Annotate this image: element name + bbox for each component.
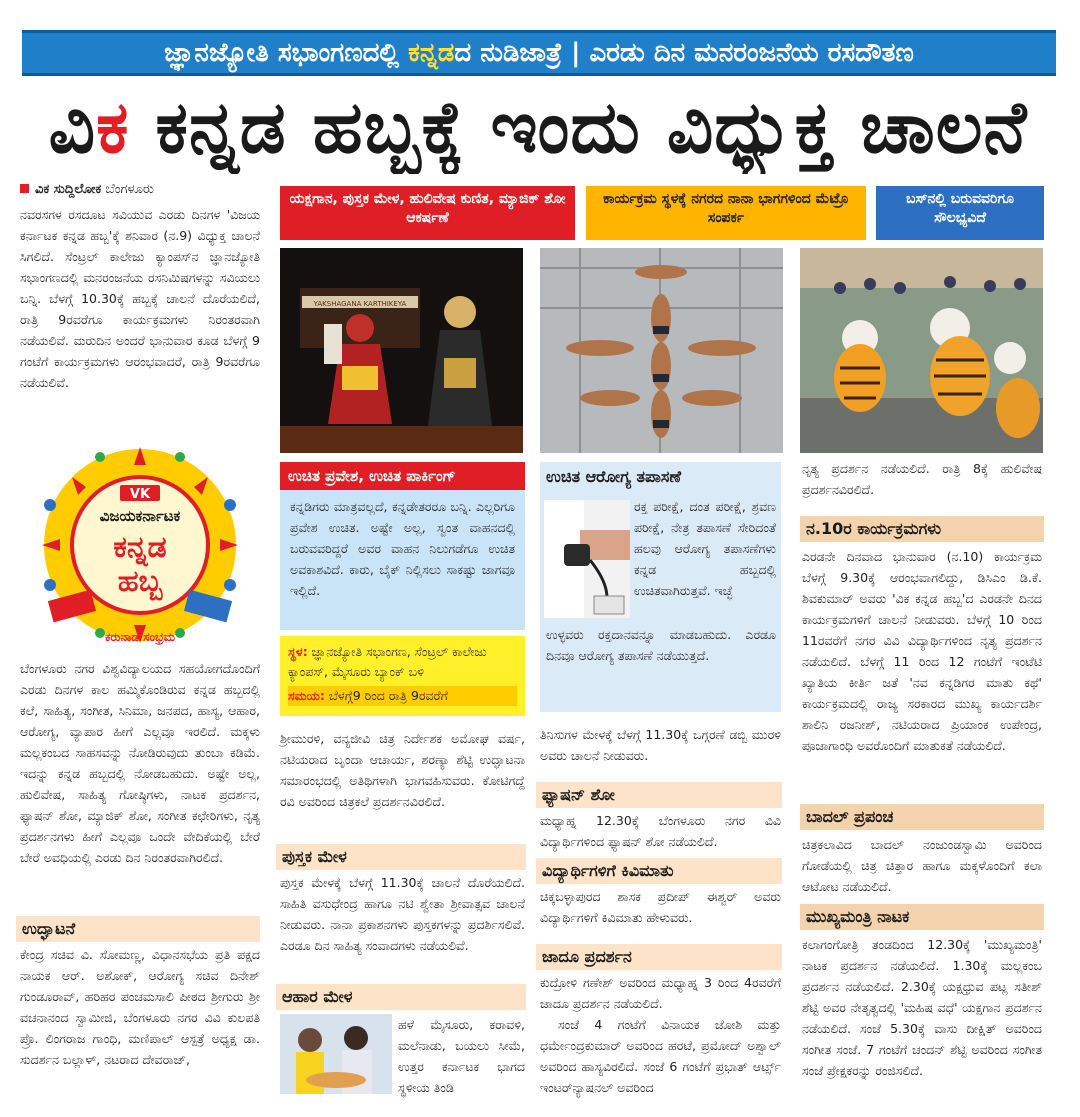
banner-highlight: ಕನ್ನಡ <box>408 38 455 68</box>
col1-intro <box>20 204 260 393</box>
time-row <box>288 686 517 706</box>
inauguration-heading: ಉದ್ಘಾಟನೆ <box>16 916 260 942</box>
banner-text-1: ಜ್ಞಾನಜ್ಯೋತಿ ಸಭಾಂಗಣದಲ್ಲಿ <box>164 38 409 68</box>
col3-advice <box>540 886 781 928</box>
venue-box <box>280 636 525 716</box>
col3-fashion <box>540 810 781 852</box>
yakshagana-banner-text: YAKSHAGANA KARTHIKEYA <box>313 300 407 308</box>
venue-text: ಜ್ಞಾನಜ್ಯೋತಿ ಸಭಾಂಗಣ, ಸೆಂಟ್ರಲ್ ಕಾಲೇಜು ಕ್ಯಾಂಪಸ್, ಮೈಸೂರು ಬ್ಯಾಂಕ್ ಬಳಿ <box>288 644 487 679</box>
top-banner <box>22 30 1056 76</box>
magic-show-heading: ಜಾದೂ ಪ್ರದರ್ಶನ <box>536 944 782 970</box>
col1-paragraph-1: ನವರಸಗಳ ರಸದೂಟ ಸವಿಯುವ ಎರಡು ದಿನಗಳ 'ವಿಜಯ ಕರ್ನಾಟಕ ಕನ್ನಡ ಹಬ್ಬ'ಕ್ಕೆ ಶನಿವಾರ (ನ.9) ವಿಧ್ಯುಕ್ತ ಚಾಲನೆ ಸಿಗಲಿದೆ. ಸೆಂಟ್ರಲ್ ಕಾಲೇಜು ಕ್ಯಾಂಪಸ್‌ನ ಜ್ಞಾನಜ್ಯೋತಿ ಸಭಾಂಗಣದಲ್ಲಿ ಮನರಂಜನೆಯ ರಸನಿಮಿಷಗಳನ್ನು ಸವಿಯಲು ಬನ್ನಿ. ಬೆಳಗ್ಗೆ 10.30ಕ್ಕೆ ಹಬ್ಬಕ್ಕೆ ಚಾಲನೆ ದೊರೆಯಲಿದೆ, ರಾತ್ರಿ 9ರವರೆಗೂ ಕಾರ್ಯಕ್ರಮಗಳು ನಿರಂತರವಾಗಿ ನಡೆಯಲಿವೆ. ಮರುದಿನ ಅಂದರೆ ಭಾನುವಾರ ಕೂಡ ಬೆಳಗ್ಗೆ 9 ಗಂಟೆಗೆ ಕಾರ್ಯಕ್ರಮಗಳು ಆರಂಭವಾದರೆ, ರಾತ್ರಿ 9ರವರೆಗೂ ನಡೆಯಲಿವೆ. <box>20 207 260 390</box>
col1-paragraph-3: ಕೇಂದ್ರ ಸಚಿವ ವಿ. ಸೋಮಣ್ಣ, ವಿಧಾನಸಭೆಯ ಪ್ರತಿ ಪಕ್ಷದ ನಾಯಕ ಆರ್. ಅಶೋಕ್, ಆರೋಗ್ಯ ಸಚಿವ ದಿನೇಶ್ ಗುಂಡೂರಾವ್, ಹರಿಹರ ಪಂಚಮಸಾಲಿ ಪೀಠದ ಶ್ರೀಗುರು ಶ್ರೀ ವಚನಾನಂದ ಸ್ವಾಮೀಜಿ, ಬೆಂಗಳೂರು ನಗರ ವಿವಿ ಕುಲಪತಿ ಪ್ರೊ. ಲಿಂಗರಾಜ ಗಾಂಧಿ, ಮಣಿಪಾಲ್ ಆಸ್ಪತ್ರೆ ಅಧ್ಯಕ್ಷ ಡಾ. ಸುದರ್ಶನ ಬಲ್ಲಾಳ್, ನಟರಾದ ದೇವರಾಜ್, <box>20 947 260 1067</box>
nov10-heading: ನ.10ರ ಕಾರ್ಯಕ್ರಮಗಳು <box>800 516 1044 542</box>
col1-body <box>20 658 260 868</box>
logo-tagline: ಕರುನಾಡ ಸಂಭ್ರಮ <box>104 630 176 644</box>
book-fair-heading: ಪುಸ್ತಕ ಮೇಳ <box>276 844 526 870</box>
student-advice-heading: ವಿದ್ಯಾರ್ಥಿಗಳಿಗೆ ಕಿವಿಮಾತು <box>536 858 782 884</box>
col3-paragraph-1: ತಿನಿಸುಗಳ ಮೇಳಕ್ಕೆ ಬೆಳಗ್ಗೆ 11.30ಕ್ಕೆ ಒಗ್ಗರಣೆ ಡಬ್ಬಿ ಮುರಳಿ ಅವರು ಚಾಲನೆ ನೀಡುವರು. <box>540 727 781 763</box>
health-check-text-2: ಉಳ್ಳವರು ರಕ್ತದಾನವನ್ನೂ ಮಾಡಬಹುದು. ಎರಡೂ ದಿನವೂ ಆರೋಗ್ಯ ತಪಾಸಣೆ ನಡೆಯುತ್ತದೆ. <box>546 627 776 663</box>
cm-play-heading: ಮುಖ್ಯಮಂತ್ರಿ ನಾಟಕ <box>800 904 1044 930</box>
yakshagana-photo <box>280 248 523 453</box>
byline-city: ಬೆಂಗಳೂರು <box>101 182 154 197</box>
col2-paragraph-2: ಪುಸ್ತಕ ಮೇಳಕ್ಕೆ ಬೆಳಗ್ಗೆ 11.30ಕ್ಕೆ ಚಾಲನೆ ದೊರೆಯಲಿದೆ. ಸಾಹಿತಿ ವಸುಧೇಂದ್ರ ಹಾಗೂ ನಟಿ ಶ್ವೇತಾ ಶ್ರೀವಾತ್ಸವ ಚಾಲನೆ ನೀಡುವರು. ನಾನಾ ಪ್ರಕಾಶನಗಳು ಪುಸ್ತಕಗಳನ್ನು ಪ್ರದರ್ಶಿಸಲಿವೆ. ಎರಡೂ ದಿನ ಸಾಹಿತ್ಯ ಸಂವಾದಗಳು ನಡೆಯಲಿವೆ. <box>280 875 525 953</box>
col3-paragraph-3: ಚಿಕ್ಕಬಳ್ಳಾಪುರದ ಶಾಸಕ ಪ್ರದೀಪ್ ಈಶ್ವರ್ ಅವರು ವಿದ್ಯಾರ್ಥಿಗಳಿಗೆ ಕಿವಿಮಾತು ಹೇಳುವರು. <box>540 889 781 925</box>
byline <box>20 182 154 197</box>
col4-paragraph-3: ಚಿತ್ರಕಲಾವಿದ ಬಾದಲ್ ನಂಜುಂಡಸ್ವಾಮಿ ಅವರಿಂದ ಗೋಡೆಯಲ್ಲಿ ಚಿತ್ರ ಚಿತ್ತಾರ ಹಾಗೂ ಮಕ್ಕಳೊಂದಿಗೆ ಕಲಾ ಆಟೋಟ ನಡೆಯಲಿದೆ. <box>802 837 1042 894</box>
health-check-photo <box>544 500 630 618</box>
byline-source: ವಿಕ ಸುದ್ದಿಲೋಕ <box>35 182 102 197</box>
highlight-box-3: ಬಸ್‌ನಲ್ಲಿ ಬರುವವರಿಗೂ ಸೌಲಭ್ಯವಿದೆ <box>876 186 1044 240</box>
health-check-box <box>540 492 781 712</box>
col4-cm-play <box>802 934 1042 1081</box>
health-check-text-1: ರಕ್ತ ಪರೀಕ್ಷೆ, ದಂತ ಪರೀಕ್ಷೆ, ಶ್ರವಣ ಪರೀಕ್ಷೆ, ನೇತ್ರ ತಪಾಸಣೆ ಸೇರಿದಂತೆ ಹಲವು ಆರೋಗ್ಯ ತಪಾಸಣೆಗಳು ಕನ್ನಡ ಹಬ್ಬದಲ್ಲಿ ಉಚಿತವಾಗಿರುತ್ತವೆ. ಇಚ್ಛೆ <box>634 499 776 598</box>
logo-line1: ವಿಜಯಕರ್ನಾಟಕ <box>99 507 181 525</box>
col3-food <box>540 724 781 766</box>
highlight-box-2: ಕಾರ್ಯಕ್ರಮ ಸ್ಥಳಕ್ಕೆ ನಗರದ ನಾನಾ ಭಾಗಗಳಿಂದ ಮೆಟ್ರೊ ಸಂಪರ್ಕ <box>586 186 866 240</box>
col4-nov10 <box>802 546 1042 756</box>
byline-square-icon <box>20 184 29 193</box>
time-label: ಸಮಯ: <box>288 688 325 703</box>
mallakamba-photo <box>540 248 783 453</box>
col4-paragraph-2: ಎರಡನೇ ದಿನವಾದ ಭಾನುವಾರ (ನ.10) ಕಾರ್ಯಕ್ರಮ ಬೆಳಗ್ಗೆ 9.30ಕ್ಕೆ ಆರಂಭವಾಗಲಿದ್ದು, ಡಿಸಿಎಂ ಡಿ.ಕೆ. ಶಿವಕುಮಾರ್ ಅವರು 'ವಿಕ ಕನ್ನಡ ಹಬ್ಬ'ದ ಎರಡನೇ ದಿನದ ಕಾರ್ಯಕ್ರಮಗಳಿಗೆ ಚಾಲನೆ ನೀಡುವರು. ಬೆಳಗ್ಗೆ 10 ರಿಂದ 11ರವರೆಗೆ ನಗರ ವಿವಿ ವಿದ್ಯಾರ್ಥಿಗಳಿಂದ ನೃತ್ಯ ಪ್ರದರ್ಶನ ನಡೆಯಲಿದೆ. ಬೆಳಗ್ಗೆ 11 ರಿಂದ 12 ಗಂಟೆಗೆ ಇಂಟೆಟಿ ಖ್ಯಾತಿಯ ಕೀರ್ತಿ ಜತೆ 'ನವ ಕನ್ನಡಿಗರ ಮಾತು ಕಥೆ' ಕಾರ್ಯಕ್ರಮದಲ್ಲಿ ರಾಜ್ಯ ಸರಕಾರದ ಮುಖ್ಯ ಕಾರ್ಯದರ್ಶಿ ಶಾಲಿನಿ ರಜನೀಶ್, ನಟಿಯರಾದ ಪ್ರಿಯಾಂಕ ಉಪೇಂದ್ರ, ಪೂಜಾಗಾಂಧಿ ಅವರೊಂದಿಗೆ ಮಾತುಕತೆ ನಡೆಯಲಿದೆ. <box>802 549 1042 753</box>
kannada-habba-logo <box>20 445 260 650</box>
free-entry-box <box>280 490 525 630</box>
highlight-box-1: ಯಕ್ಷಗಾನ, ಪುಸ್ತಕ ಮೇಳ, ಹುಲಿವೇಷ ಕುಣಿತ, ಮ್ಯಾಜಿಕ್ ಶೋ ಆಕರ್ಷಣೆ <box>280 186 575 240</box>
col1-paragraph-2: ಬೆಂಗಳೂರು ನಗರ ವಿಶ್ವವಿದ್ಯಾಲಯದ ಸಹಯೋಗದೊಂದಿಗೆ ಎರಡು ದಿನಗಳ ಕಾಲ ಹಮ್ಮಿಕೊಂಡಿರುವ ಕನ್ನಡ ಹಬ್ಬದಲ್ಲಿ ಕಲೆ, ಸಾಹಿತ್ಯ, ಸಂಗೀತ, ಸಿನಿಮಾ, ಜನಪದ, ಹಾಸ್ಯ, ಆಹಾರ, ಆರೋಗ್ಯ, ವ್ಯಾಪಾರ ಹೀಗೆ ಎಲ್ಲವೂ ಇರಲಿದೆ. ಮಕ್ಕಳು ಮಲ್ಲಕಂಬದ ಸಾಹಸವನ್ನು ನೋಡಿರುವುದು ತುಂಬಾ ಕಡಿಮೆ. ಇದನ್ನು ಕನ್ನಡ ಹಬ್ಬದಲ್ಲಿ ನೋಡಬಹುದು. ಅಷ್ಟೇ ಅಲ್ಲ, ಹುಲಿವೇಷ, ಸಾಹಿತ್ಯ ಗೋಷ್ಠಿಗಳು, ನಾಟಕ ಪ್ರದರ್ಶನ, ಫ್ಯಾಷನ್ ಶೋ, ಮ್ಯಾಜಿಕ್ ಶೋ, ಸಂಗೀತ ಕಛೇರಿಗಳು, ನೃತ್ಯ ಪ್ರದರ್ಶನಗಳು ಹೀಗೆ ಎಲ್ಲವೂ ಒಂದೇ ವೇದಿಕೆಯಲ್ಲಿ ಬೇರೆ ಬೇರೆ ಅವಧಿಯಲ್ಲಿ ಎರಡು ದಿನ ನಿರಂತರವಾಗಿರಲಿದೆ. <box>20 661 260 865</box>
hulivesha-photo <box>800 248 1043 453</box>
col2-guests <box>280 728 525 812</box>
col1-inauguration <box>20 944 260 1070</box>
health-check-heading: ಉಚಿತ ಆರೋಗ್ಯ ತಪಾಸಣೆ <box>540 462 781 492</box>
headline <box>18 80 1058 174</box>
col3-paragraph-2: ಮಧ್ಯಾಹ್ನ 12.30ಕ್ಕೆ ಬೆಂಗಳೂರು ನಗರ ವಿವಿ ವಿದ್ಯಾರ್ಥಿಗಳಿಂದ ಫ್ಯಾಷನ್ ಶೋ ನಡೆಯಲಿದೆ. <box>540 813 781 849</box>
col4-paragraph-4: ಕಲಾಗಂಗೋತ್ರಿ ತಂಡದಿಂದ 12.30ಕ್ಕೆ 'ಮುಖ್ಯಮಂತ್ರಿ' ನಾಟಕ ಪ್ರದರ್ಶನ ನಡೆಯಲಿದೆ. 1.30ಕ್ಕೆ ಮಲ್ಲಕಂಬ ಪ್ರದರ್ಶನ ನಡೆಯಲಿದೆ. 2.30ಕ್ಕೆ ಯಕ್ಷಧ್ರುವ ಪಟ್ಲ ಸತೀಶ್ ಶೆಟ್ಟಿ ಅವರ ನೇತೃತ್ವದಲ್ಲಿ 'ಮಹಿಷ ವಧೆ' ಯಕ್ಷಗಾನ ಪ್ರದರ್ಶನ ನಡೆಯಲಿದೆ. ಸಂಜೆ 5.30ಕ್ಕೆ ವಾಸು ದೀಕ್ಷಿತ್ ಅವರಿಂದ ಸಂಗೀತ ಸಂಜೆ. 7 ಗಂಟೆಗೆ ಚಂದನ್ ಶೆಟ್ಟಿ ಅವರಿಂದ ಸಂಗೀತ ಸಂಜೆ ಪ್ರೇಕ್ಷಕರನ್ನು ರಂಜಿಸಲಿದೆ. <box>802 937 1042 1078</box>
venue-label: ಸ್ಥಳ: <box>288 644 308 659</box>
logo-vk: VK <box>129 487 151 502</box>
col2-paragraph-1: ಶ್ರೀಮುರಳಿ, ವನ್ಯಜೀವಿ ಚಿತ್ರ ನಿರ್ದೇಶಕ ಅಮೋಘ ವರ್ಷ, ನಟಿಯರಾದ ಬೃಂದಾ ಆಚಾರ್ಯ, ಶರಣ್ಯಾ ಶೆಟ್ಟಿ ಉದ್ಘಾಟನಾ ಸಮಾರಂಭದಲ್ಲಿ ಅತಿಥಿಗಳಾಗಿ ಭಾಗವಹಿಸುವರು. ಕೋಟಿಗದ್ದೆ ರವಿ ಅವರಿಂದ ಚಿತ್ರಕಲೆ ಪ್ರದರ್ಶನವಿರಲಿದೆ. <box>280 731 525 809</box>
col2-food-fair <box>398 1014 525 1098</box>
col3-paragraph-5: ಸಂಜೆ 4 ಗಂಟೆಗೆ ವಿನಾಯಕ ಜೋಶಿ ಮತ್ತು ಧರ್ಮೇಂದ್ರಕುಮಾರ್ ಅವರಿಂದ ಹರಟೆ, ಪ್ರಮೋದ್ ಅಶ್ವಾಲ್ ಅವರಿಂದ ಹಾಸ್ಯವಿರಲಿದೆ. ಸಂಜೆ 6 ಗಂಟೆಗೆ ಪ್ರಭಾತ್ ಆರ್ಟ್ಸ್ ಇಂಟರ್‌ನ್ಯಾಷನಲ್ ಅವರಿಂದ <box>540 1017 781 1095</box>
badal-heading: ಬಾದಲ್ ಪ್ರಪಂಚ <box>800 804 1044 830</box>
headline-accent: ಕ <box>96 85 130 169</box>
col2-book-fair <box>280 872 525 956</box>
col3-magic <box>540 972 781 1098</box>
free-entry-heading: ಉಚಿತ ಪ್ರವೇಶ, ಉಚಿತ ಪಾರ್ಕಿಂಗ್ <box>280 462 525 490</box>
headline-prefix: ವಿ <box>48 85 97 169</box>
fashion-show-heading: ಫ್ಯಾಷನ್ ಶೋ <box>536 782 782 808</box>
col4-badal <box>802 834 1042 897</box>
logo-line3: ಹಬ್ಬ <box>117 564 163 599</box>
col4-intro <box>802 458 1042 500</box>
col2-paragraph-3: ಹಳೆ ಮೈಸೂರು, ಕರಾವಳಿ, ಮಲೆನಾಡು, ಬಯಲು ಸೀಮೆ, ಉತ್ತರ ಕರ್ನಾಟಕ ಭಾಗದ ಸ್ಥಳೀಯ ತಿಂಡಿ <box>398 1017 525 1095</box>
col4-paragraph-1: ನೃತ್ಯ ಪ್ರದರ್ಶನ ನಡೆಯಲಿದೆ. ರಾತ್ರಿ 8ಕ್ಕೆ ಹುಲಿವೇಷ ಪ್ರದರ್ಶನವಿರಲಿದೆ. <box>802 461 1042 497</box>
logo-line2: ಕನ್ನಡ <box>113 530 167 565</box>
food-fair-heading: ಆಹಾರ ಮೇಳ <box>276 984 526 1010</box>
food-fair-photo <box>280 1014 392 1094</box>
headline-rest: ಕನ್ನಡ ಹಬ್ಬಕ್ಕೆ ಇಂದು ವಿಧ್ಯುಕ್ತ ಚಾಲನೆ <box>129 85 1028 169</box>
banner-text-2: ದ ನುಡಿಜಾತ್ರೆ | ಎರಡು ದಿನ ಮನರಂಜನೆಯ ರಸದೌತಣ <box>454 38 914 68</box>
time-text: ಬೆಳಗ್ಗೆ9 ರಿಂದ ರಾತ್ರಿ 9ರವರೆಗೆ <box>324 688 448 703</box>
col3-paragraph-4: ಕುದ್ರೋಳಿ ಗಣೇಶ್ ಅವರಿಂದ ಮಧ್ಯಾಹ್ನ 3 ರಿಂದ 4ರವರೆಗೆ ಜಾದೂ ಪ್ರದರ್ಶನ ನಡೆಯಲಿದೆ. <box>540 975 781 1011</box>
free-entry-text: ಕನ್ನಡಿಗರು ಮಾತ್ರವಲ್ಲದೆ, ಕನ್ನಡೇತರರೂ ಬನ್ನಿ. ಎಲ್ಲರಿಗೂ ಪ್ರವೇಶ ಉಚಿತ. ಅಷ್ಟೇ ಅಲ್ಲ, ಸ್ವಂತ ವಾಹನದಲ್ಲಿ ಬರುವವರಿದ್ದರೆ ಅವರ ವಾಹನ ನಿಲುಗಡೆಗೂ ಉಚಿತ ಅವಕಾಶವಿದೆ. ಕಾರು, ಬೈಕ್ ನಿಲ್ಲಿಸಲು ಸಾಕಷ್ಟು ಜಾಗವೂ ಇಲ್ಲಿದೆ. <box>290 499 515 598</box>
